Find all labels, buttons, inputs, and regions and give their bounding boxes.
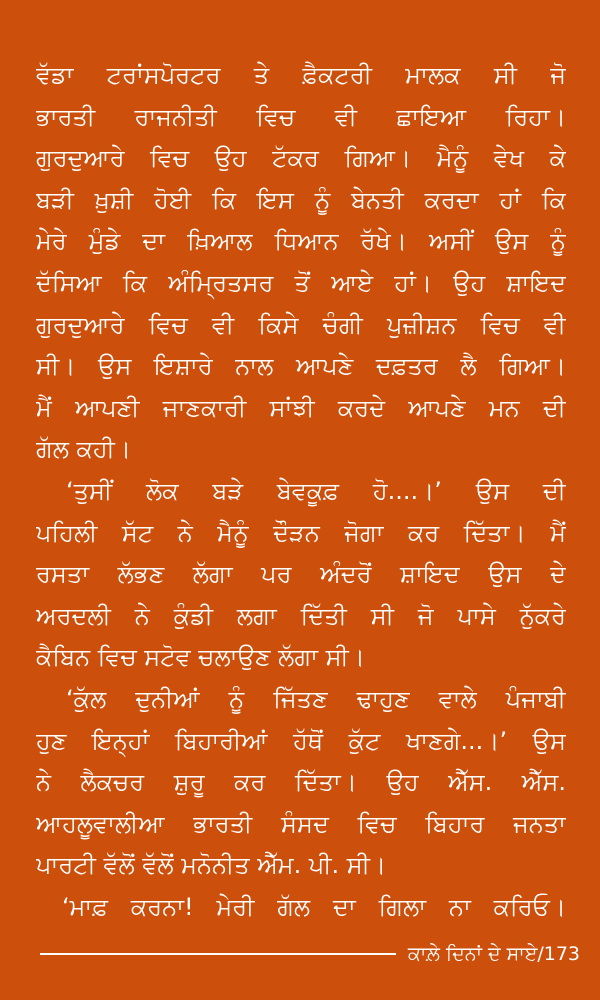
text-line: ਸੀ। ਉਸ ਇਸ਼ਾਰੇ ਨਾਲ ਆਪਣੇ ਦਫ਼ਤਰ ਲੈ ਗਿਆ।: [36, 352, 566, 381]
text-line: ਵੱਡਾ ਟਰਾਂਸਪੋਰਟਰ ਤੇ ਫ਼ੈਕਟਰੀ ਮਾਲਕ ਸੀ ਜੋ: [36, 61, 566, 89]
text-line: ਭਾਰਤੀ ਰਾਜਨੀਤੀ ਵਿਚ ਵੀ ਛਾਇਆ ਰਿਹਾ।: [36, 102, 566, 131]
text-line: ‘ਤੁਸੀਂ ਲੋਕ ਬੜੇ ਬੇਵਕੂਫ਼ ਹੋ....।’ ਉਸ ਦੀ: [66, 476, 566, 505]
body-text: [36, 55, 566, 928]
text-line: ਅਰਦਲੀ ਨੇ ਕੁੰਡੀ ਲਗਾ ਦਿੱਤੀ ਸੀ ਜੋ ਪਾਸੇ ਨੁੱਕਰੇ: [36, 601, 566, 630]
text-line: ਰਸਤਾ ਲੱਭਣ ਲੱਗਾ ਪਰ ਅੰਦਰੋਂ ਸ਼ਾਇਦ ਉਸ ਦੇ: [36, 560, 566, 589]
text-line: ਗੁਰਦੁਆਰੇ ਵਿਚ ਉਹ ਟੱਕਰ ਗਿਆ। ਮੈਨੂੰ ਵੇਖ ਕੇ: [36, 144, 566, 173]
text-line: ਦੱਸਿਆ ਕਿ ਅੰਮ੍ਰਿਤਸਰ ਤੋਂ ਆਏ ਹਾਂ। ਉਹ ਸ਼ਾਇਦ: [36, 268, 566, 297]
text-line: ਪਹਿਲੀ ਸੱਟ ਨੇ ਮੈਨੂੰ ਦੌੜਨ ਜੋਗਾ ਕਰ ਦਿੱਤਾ। ਮੈਂ: [36, 518, 566, 547]
text-line: ਨੇ ਲੈਕਚਰ ਸ਼ੁਰੂ ਕਰ ਦਿੱਤਾ। ਉਹ ਐੱਸ. ਐੱਸ.: [36, 768, 566, 797]
text-line: ਮੇਰੇ ਮੁੰਡੇ ਦਾ ਖ਼ਿਆਲ ਧਿਆਨ ਰੱਖੇ। ਅਸੀਂ ਉਸ ਨੂੰ: [36, 227, 566, 256]
text-line: ਗੱਲ ਕਹੀ।: [36, 435, 132, 464]
text-line: ਬੜੀ ਖ਼ੁਸ਼ੀ ਹੋਈ ਕਿ ਇਸ ਨੂੰ ਬੇਨਤੀ ਕਰਦਾ ਹਾਂ ਕਿ: [36, 185, 566, 214]
text-line: ਆਹਲੂਵਾਲੀਆ ਭਾਰਤੀ ਸੰਸਦ ਵਿਚ ਬਿਹਾਰ ਜਨਤਾ: [36, 809, 566, 838]
text-line: ‘ਕੁੱਲ ਦੁਨੀਆਂ ਨੂੰ ਜਿੱਤਣ ਢਾਹੁਣ ਵਾਲੇ ਪੰਜਾਬੀ: [66, 684, 566, 713]
page-footer: [40, 936, 580, 972]
running-title-page-number: ਕਾਲ਼ੇ ਦਿਨਾਂ ਦੇ ਸਾਏ/173: [407, 943, 580, 965]
text-line: ਪਾਰਟੀ ਵੱਲੋਂ ਵੱਲੋਂ ਮਨੋਨੀਤ ਐੱਮ. ਪੀ. ਸੀ।: [36, 851, 387, 880]
text-line: ਕੈਬਿਨ ਵਿਚ ਸਟੋਵ ਚਲਾਉਣ ਲੱਗਾ ਸੀ।: [36, 643, 365, 672]
footer-rule: [40, 953, 396, 955]
text-line: ਮੈਂ ਆਪਣੀ ਜਾਣਕਾਰੀ ਸਾਂਝੀ ਕਰਦੇ ਆਪਣੇ ਮਨ ਦੀ: [36, 393, 566, 422]
text-line: ਗੁਰਦੁਆਰੇ ਵਿਚ ਵੀ ਕਿਸੇ ਚੰਗੀ ਪੁਜ਼ੀਸ਼ਨ ਵਿਚ ਵੀ: [36, 310, 566, 339]
text-line: ਹੁਣ ਇਨ੍ਹਾਂ ਬਿਹਾਰੀਆਂ ਹੱਥੋਂ ਕੁੱਟ ਖਾਣਗੇ...।’ ਉਸ: [36, 726, 566, 755]
text-line: ‘ਮਾਫ਼ ਕਰਨਾ! ਮੇਰੀ ਗੱਲ ਦਾ ਗਿਲਾ ਨਾ ਕਰਿਓ।: [62, 892, 566, 921]
